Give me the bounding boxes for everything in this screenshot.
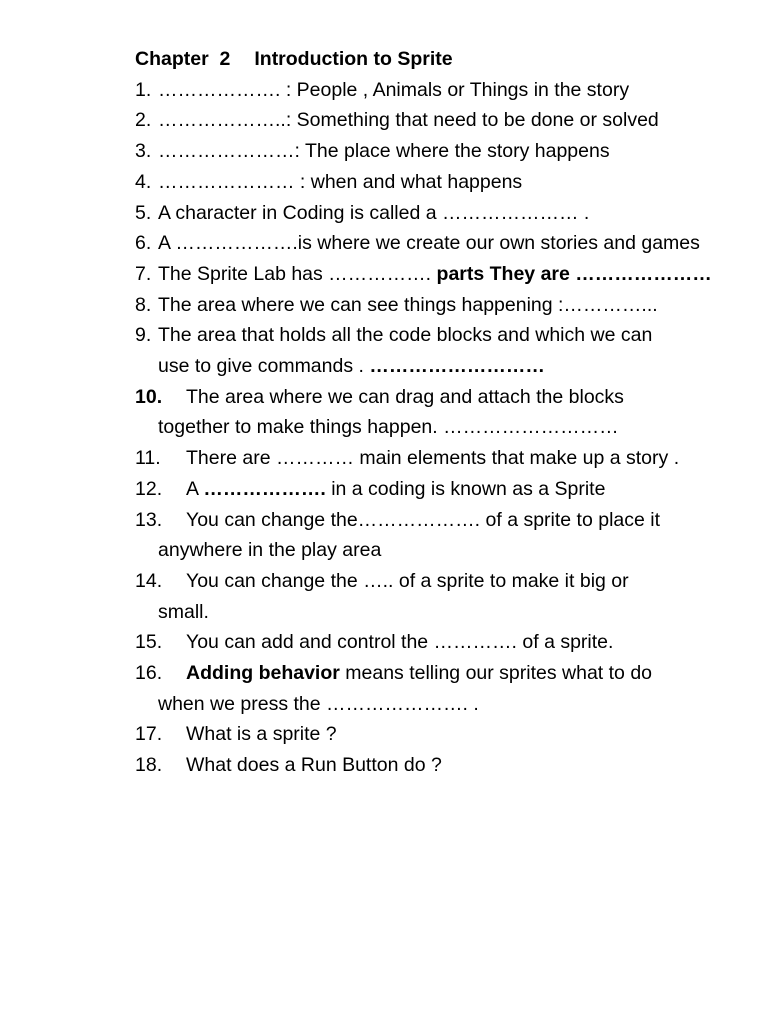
question-text-part: You can add and control the …………. of a sprite. (186, 631, 614, 654)
question-text-part: Adding behavior (186, 662, 340, 685)
question-text-part: The area that holds all the code blocks and which we can (158, 324, 653, 347)
question-number: 10. (135, 385, 163, 408)
question-text-part: The area where we can drag and attach the blocks (186, 385, 624, 408)
question-number: 4. (135, 170, 152, 193)
question-text-part: …………………: The place where the story happens (158, 140, 610, 163)
question-text-continued (135, 597, 735, 628)
question-text-part: The Sprite Lab has ……………. (158, 262, 437, 285)
question-item (135, 750, 735, 781)
question-text (158, 290, 735, 321)
question-text (186, 382, 735, 413)
question-text-part: ………………. : People , Animals or Things in the story (158, 78, 630, 101)
question-text-part: when we press the …………………. . (158, 692, 479, 715)
question-text (186, 566, 735, 597)
question-text-continued (135, 351, 735, 382)
question-number: 7. (135, 262, 152, 285)
question-text (158, 198, 735, 229)
question-item (135, 136, 735, 167)
question-text-part: anywhere in the play area (158, 539, 382, 562)
chapter-topic: Introduction to Sprite (254, 48, 453, 70)
question-item (135, 228, 735, 259)
question-text-part: ………………… : when and what happens (158, 170, 523, 193)
question-text-part: in a coding is known as a Sprite (325, 477, 606, 500)
question-item (135, 658, 735, 719)
question-text-part: ………………..: Something that need to be done or solved (158, 109, 659, 132)
question-number: 15. (135, 631, 163, 654)
question-text-continued (135, 412, 735, 443)
question-text (158, 75, 735, 106)
chapter-label: Chapter 2 (135, 48, 231, 70)
question-text-part: A ……………….is where we create our own stories and games (158, 232, 700, 255)
question-text (186, 719, 735, 750)
question-number: 11. (135, 447, 161, 470)
question-text-part: The area where we can see things happening :…………... (158, 293, 658, 316)
worksheet-content (135, 44, 735, 781)
question-number: 5. (135, 201, 152, 224)
question-text-part: ………………. (203, 477, 326, 500)
question-number: 18. (135, 754, 163, 777)
question-number: 12. (135, 477, 163, 500)
question-text-continued (135, 689, 735, 720)
question-number: 2. (135, 109, 152, 132)
question-text (186, 505, 735, 536)
question-text-part: A character in Coding is called a ………………… . (158, 201, 590, 224)
question-text-part: small. (158, 600, 209, 623)
question-text-part: ……………………… (369, 355, 545, 378)
question-item (135, 290, 735, 321)
page-title (135, 44, 735, 75)
question-text-part: A (186, 477, 204, 500)
question-text-part: parts They are ………………… (436, 262, 712, 285)
question-text-part: You can change the ….. of a sprite to make it big or (186, 569, 629, 592)
question-item (135, 566, 735, 627)
question-item (135, 259, 735, 290)
question-item (135, 719, 735, 750)
question-text-continued (135, 535, 735, 566)
question-item (135, 198, 735, 229)
question-text (158, 105, 735, 136)
question-number: 3. (135, 140, 152, 163)
question-text-part: There are ………… main elements that make up a story . (186, 447, 680, 470)
question-text-part: You can change the………………. of a sprite to place it (186, 508, 661, 531)
question-text (186, 658, 735, 689)
question-text-part: together to make things happen. ……………………… (158, 416, 619, 439)
question-text (158, 259, 735, 290)
question-item (135, 167, 735, 198)
question-item (135, 443, 735, 474)
question-text (186, 750, 735, 781)
question-number: 8. (135, 293, 152, 316)
question-text (158, 228, 735, 259)
question-number: 17. (135, 723, 163, 746)
question-text-part: What does a Run Button do ? (186, 754, 442, 777)
question-item (135, 105, 735, 136)
question-item (135, 474, 735, 505)
question-text-part: What is a sprite ? (186, 723, 337, 746)
question-item (135, 75, 735, 106)
question-text (186, 474, 735, 505)
question-number: 6. (135, 232, 152, 255)
question-text (186, 627, 735, 658)
question-number: 13. (135, 508, 163, 531)
question-text (186, 443, 735, 474)
question-item (135, 382, 735, 443)
question-list (135, 75, 735, 781)
question-text-part: use to give commands . (158, 355, 370, 378)
question-text (158, 136, 735, 167)
question-number: 14. (135, 569, 163, 592)
question-number: 9. (135, 324, 152, 347)
question-item (135, 627, 735, 658)
question-item (135, 320, 735, 381)
question-item (135, 505, 735, 566)
question-text (158, 320, 735, 351)
question-text (158, 167, 735, 198)
question-number: 16. (135, 662, 163, 685)
question-number: 1. (135, 78, 152, 101)
question-text-part: means telling our sprites what to do (339, 662, 653, 685)
